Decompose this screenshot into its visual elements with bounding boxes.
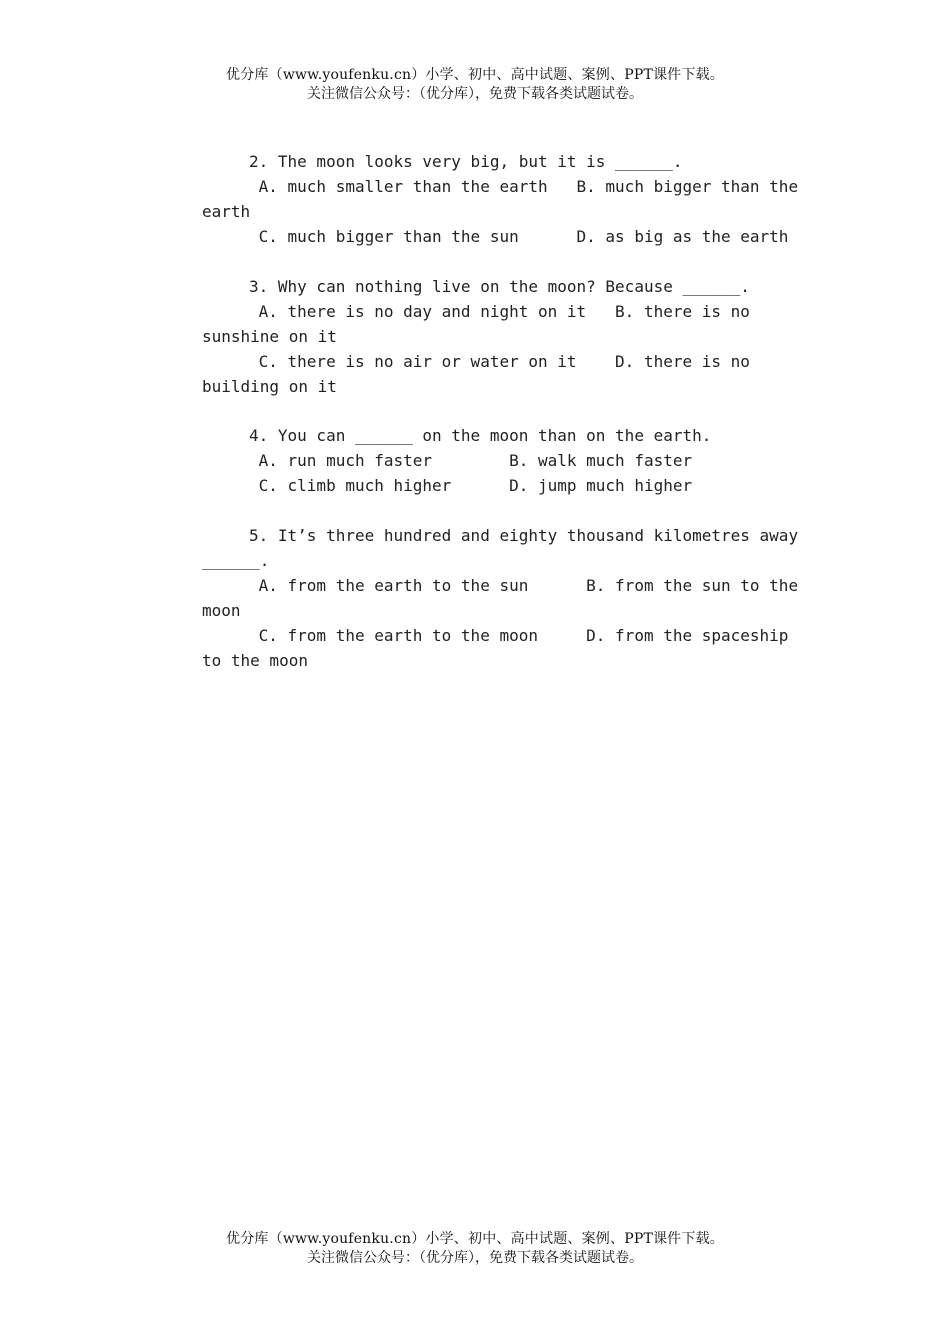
header-line-1: 优分库（www.youfenku.cn）小学、初中、高中试题、案例、PPT课件下载。 — [226, 67, 724, 83]
question-5-line-1: ______. — [202, 551, 270, 570]
question-3-line-4: building on it — [202, 377, 337, 396]
question-3-line-1: A. there is no day and night on it B. there is no — [249, 302, 750, 321]
question-2-stem: 2. The moon looks very big, but it is ______. — [249, 152, 683, 171]
question-3-stem: 3. Why can nothing live on the moon? Because ______. — [249, 277, 750, 296]
question-3-line-2: sunshine on it — [202, 327, 337, 346]
question-4-line-2: C. climb much higher D. jump much higher — [249, 476, 693, 495]
question-4-stem: 4. You can ______ on the moon than on the earth. — [249, 426, 712, 445]
question-2-line-1: A. much smaller than the earth B. much bigger than the — [249, 177, 799, 196]
question-5-stem: 5. It’s three hundred and eighty thousand kilometres away — [249, 526, 799, 545]
question-3-line-3: C. there is no air or water on it D. there is no — [249, 352, 750, 371]
page-header — [0, 66, 950, 103]
question-5-line-3: moon — [202, 601, 241, 620]
question-5-line-2: A. from the earth to the sun B. from the sun to the — [249, 576, 799, 595]
footer-line-2: 关注微信公众号：（优分库），免费下载各类试题试卷。 — [307, 1250, 643, 1266]
question-2-line-2: earth — [202, 202, 251, 221]
question-5-line-4: C. from the earth to the moon D. from the spaceship — [249, 626, 789, 645]
header-line-2: 关注微信公众号：（优分库），免费下载各类试题试卷。 — [307, 86, 643, 102]
footer-line-1: 优分库（www.youfenku.cn）小学、初中、高中试题、案例、PPT课件下载。 — [226, 1231, 724, 1247]
question-5-line-5: to the moon — [202, 651, 308, 670]
page-footer — [0, 1230, 950, 1267]
question-4-line-1: A. run much faster B. walk much faster — [249, 451, 693, 470]
question-2-line-3: C. much bigger than the sun D. as big as the earth — [249, 227, 789, 246]
